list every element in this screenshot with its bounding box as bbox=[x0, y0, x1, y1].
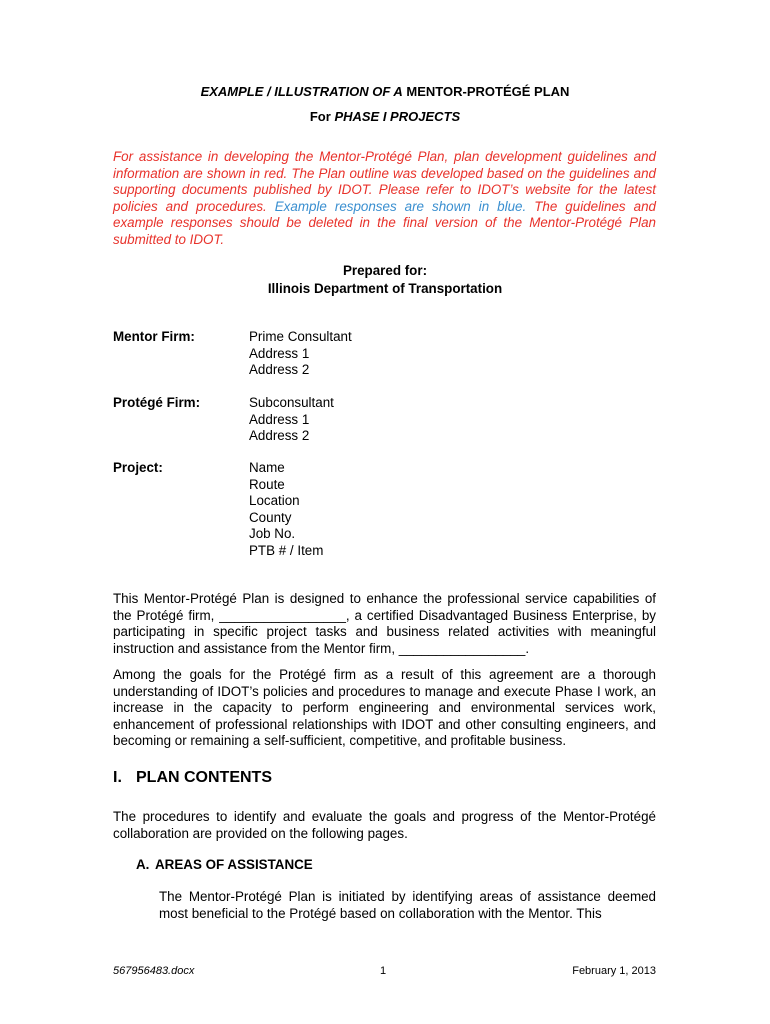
mentor-firm-line: Prime Consultant bbox=[249, 329, 352, 344]
project-line: Job No. bbox=[249, 526, 296, 541]
plan-contents-paragraph: The procedures to identify and evaluate the goals and progress of the Mentor-Protégé collaboration are provided on the following pages. bbox=[113, 809, 656, 841]
subsection-title: AREAS OF ASSISTANCE bbox=[155, 857, 313, 872]
project-label: Project: bbox=[113, 460, 163, 475]
document-title bbox=[0, 84, 770, 99]
areas-of-assistance-paragraph: The Mentor-Protégé Plan is initiated by identifying areas of assistance deemed most beneficial to the Protégé based on collaboration with the Mentor. This bbox=[159, 889, 656, 921]
mentor-firm-line: Address 1 bbox=[249, 345, 310, 361]
mentor-firm-line: Address 2 bbox=[249, 362, 310, 377]
mentor-firm-details bbox=[249, 329, 352, 379]
project-line: Name bbox=[249, 460, 285, 475]
protege-firm-line: Address 1 bbox=[249, 411, 310, 427]
prepared-for-label: Prepared for: bbox=[342, 263, 428, 278]
protege-firm-details bbox=[249, 395, 334, 445]
section-heading-plan-contents bbox=[113, 769, 272, 787]
prepared-for-organization: Illinois Department of Transportation bbox=[267, 281, 503, 296]
footer-page-number: 1 bbox=[380, 965, 387, 977]
protege-firm-label: Protégé Firm: bbox=[113, 395, 201, 410]
subtitle-italic-part: PHASE I PROJECTS bbox=[334, 109, 461, 124]
guidance-blue-text: Example responses are shown in blue. bbox=[274, 198, 527, 214]
protege-firm-line: Subconsultant bbox=[249, 395, 334, 410]
title-italic-part: EXAMPLE / ILLUSTRATION OF A bbox=[200, 84, 403, 99]
project-line: Location bbox=[249, 493, 300, 508]
project-details bbox=[249, 460, 323, 559]
subsection-heading-areas-of-assistance bbox=[136, 857, 313, 872]
document-subtitle bbox=[0, 109, 770, 124]
goals-paragraph: Among the goals for the Protégé firm as a result of this agreement are a thorough understanding of IDOT’s policies and procedures to manage and execute Phase I work, an increase in the capacity to perform engineering and environmental services work, enhancement of professional relationships with IDOT and other consulting engineers, and becoming or remaining a self-sufficient, competitive, and profitable business. bbox=[113, 667, 656, 748]
project-line: Route bbox=[249, 476, 285, 492]
mentor-firm-label: Mentor Firm: bbox=[113, 329, 195, 344]
section-number: I. bbox=[113, 769, 122, 786]
guidance-note bbox=[113, 149, 656, 248]
subtitle-plain-part: For bbox=[309, 109, 331, 124]
guidance-red-text-2: The guidelines and example responses should be deleted in the final version of the Mentor-Protégé Plan submitted to IDOT. bbox=[113, 198, 656, 247]
project-line: County bbox=[249, 509, 292, 525]
footer-date: February 1, 2013 bbox=[572, 965, 656, 977]
project-line: PTB # / Item bbox=[249, 542, 324, 558]
guidance-red-text-1: For assistance in developing the Mentor-Protégé Plan, plan development guidelines and information are shown in red. The Plan outline was developed based on the guidelines and supporting documents published by IDOT. Please refer to IDOT’s website for the latest policies and procedures. bbox=[113, 149, 656, 214]
intro-paragraph: This Mentor-Protégé Plan is designed to enhance the professional service capabilities of the Protégé firm, _________________, a certified Disadvantaged Business Enterprise, by participating in specific project tasks and business related activities with meaningful instruction and assistance from the Mentor firm, _________________. bbox=[113, 591, 656, 656]
title-plain-part: MENTOR-PROTÉGÉ PLAN bbox=[406, 84, 570, 99]
protege-firm-line: Address 2 bbox=[249, 428, 310, 443]
subsection-number: A. bbox=[136, 857, 150, 872]
footer-filename: 567956483.docx bbox=[113, 965, 195, 977]
section-title: PLAN CONTENTS bbox=[136, 769, 272, 786]
